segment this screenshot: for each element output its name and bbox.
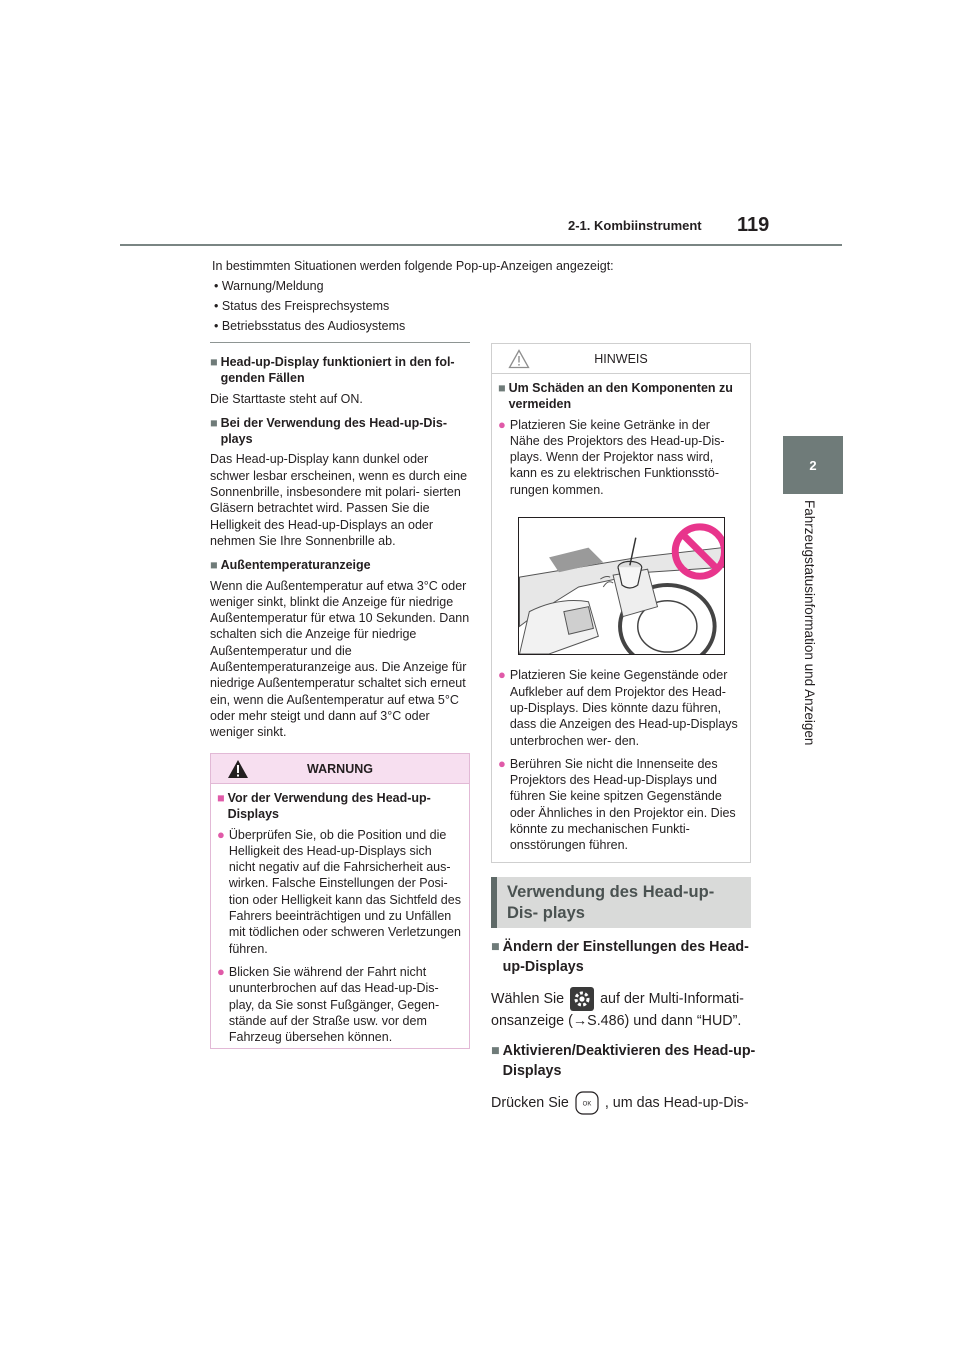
section-title: Verwendung des Head-up-Dis- plays [491,877,751,928]
gear-icon [570,987,594,1011]
chapter-tab: 2 [783,436,843,494]
header-rule [120,244,842,246]
no-drinks-illustration [518,517,725,655]
warning-item: ● Überprüfen Sie, ob die Position und die Helligkeit des Head-up-Displays sich nicht negativ auf die Fahrsicherheit aus- wirken. Falsche Einstellungen der Posi- tion oder Helligkeit kann das Sichtfeld des Fahrers beeinträchtigen und zu Unfällen mit tödlichen oder schweren Verletzungen führen. [217,826,461,956]
svg-text:OK: OK [582,1101,592,1108]
square-bullet-icon: ■ [217,791,225,805]
intro-text: In bestimmten Situationen werden folgende Pop-up-Anzeigen angezeigt: [212,259,614,273]
intro-bullet: • Status des Freisprechsystems [214,299,390,313]
circle-bullet-icon: ● [217,963,225,979]
circle-bullet-icon: ● [498,667,506,683]
intro-block [212,256,614,336]
paragraph: Drücken Sie OK , um das Head-up-Dis- [491,1091,761,1115]
circle-bullet-icon: ● [217,826,225,842]
square-bullet-icon: ■ [491,1043,500,1059]
subheading: ■ Außentemperaturanzeige [210,558,371,573]
square-bullet-icon: ■ [210,415,218,430]
separator [210,342,470,343]
warning-triangle-icon [227,759,249,779]
notice-box [491,343,751,863]
intro-bullet: • Warnung/Meldung [214,279,324,293]
square-bullet-icon: ■ [210,355,218,369]
paragraph: Die Starttaste steht auf ON. [210,391,363,406]
circle-bullet-icon: ● [498,755,506,771]
circle-bullet-icon: ● [498,416,506,432]
square-bullet-icon: ■ [210,558,218,573]
notice-item: ● Platzieren Sie keine Gegenstände oder Aufkleber auf dem Projektor des Head-up-Displays. Dies könnte dazu führen, dass die Anzeigen des Head-up-Displays unterbrochen wer- den. [498,667,738,748]
notes-column [210,342,470,749]
square-bullet-icon: ■ [491,939,500,955]
ok-button-icon [575,1091,599,1115]
square-bullet-icon: ■ [498,381,506,395]
notice-title: HINWEIS [492,344,750,374]
subheading: ■ Aktivieren/Deaktivieren des Head-up-Displays [491,1043,756,1079]
subheading: ■ Um Schäden an den Komponenten zu vermeiden [498,381,733,412]
warning-box [210,753,470,1049]
warning-title: WARNUNG [211,754,469,784]
subheading: ■ Bei der Verwendung des Head-up-Dis- plays [210,415,447,447]
subheading: ■ Head-up-Display funktioniert in den fol- genden Fällen [210,355,455,386]
notice-item: ● Platzieren Sie keine Getränke in der Nähe des Projektors des Head-up-Dis- plays. Wenn der Projektor nass wird, kann es zu elektrischen Funktionsstö- rungen kommen. [498,416,725,497]
warning-item: ● Blicken Sie während der Fahrt nicht ununterbrochen auf das Head-up-Dis- play, da Sie sonst Fußgänger, Gegen- stände auf der Straße usw. vor dem Fahrzeug übersehen können. [217,963,440,1045]
paragraph: Das Head-up-Display kann dunkel oder schwer lesbar erscheinen, wenn es durch eine Sonnenbrille, insbesondere mit polari- sierten Gläsern betrachtet wird. Passen Sie die Helligkeit des Head-up-Displays an oder nehmen Sie Ihre Sonnenbrille ab. [210,452,468,548]
section-header: 2-1. Kombiinstrument [568,218,702,233]
notice-triangle-icon [508,349,530,369]
usage-body [491,937,761,1125]
chapter-label: Fahrzeugstatusinformation und Anzeigen [802,500,817,746]
page-number: 119 [737,214,770,236]
subheading: ■ Vor der Verwendung des Head-up-Displays [217,791,431,822]
subheading: ■ Ändern der Einstellungen des Head-up-Displays [491,939,749,975]
paragraph: Wenn die Außentemperatur auf etwa 3°C oder weniger sinkt, blinkt die Anzeige für niedrige Außentemperatur für etwa 10 Sekunden. Dann schalten sich die Anzeige für niedrige Außentemperatur und die Außentemperaturanzeige aus. Die Anzeige für niedrige Außentemperatur schaltet sich erneut ein, wenn die Außentemperatur auf etwa 5°C oder mehr steigt und dann auf 3°C oder weniger sinkt. [210,578,470,740]
notice-item: ● Berühren Sie nicht die Innenseite des Projektors des Head-up-Displays und führen Sie keine spitzen Gegenstände oder Ähnliches in den Projektor ein. Dies könnte zu mechanischen Funkti- onsstörungen führen. [498,755,736,853]
paragraph: Wählen Sie auf der Multi-Informati- onsanzeige (→S.486) und dann “HUD”. [491,987,761,1031]
intro-bullet: • Betriebsstatus des Audiosystems [214,319,406,333]
